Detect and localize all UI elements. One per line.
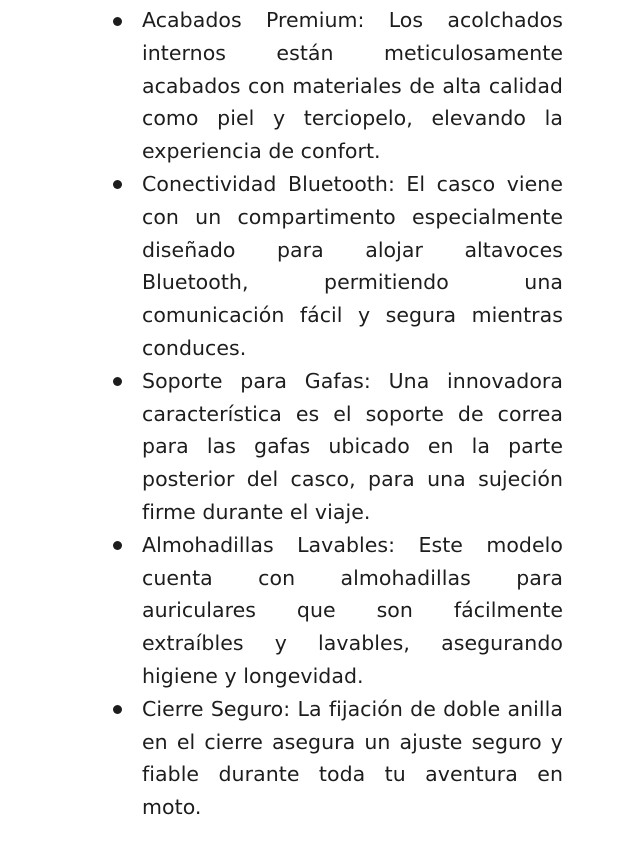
bullet-icon xyxy=(113,541,122,550)
bullet-icon xyxy=(113,705,122,714)
feature-item-almohadillas-lavables xyxy=(0,529,640,693)
feature-text: Almohadillas Lavables: Este modelo cuenta con almohadillas para auriculares que son fácilmente extraíbles y lavables, asegurando higiene y longevidad. xyxy=(142,532,563,688)
feature-list xyxy=(0,4,640,824)
feature-text: Conectividad Bluetooth: El casco viene con un compartimento especialmente diseñado para alojar altavoces Bluetooth, permitiendo una comunicación fácil y segura mientras conduces. xyxy=(142,171,563,360)
document-page xyxy=(0,4,640,824)
bullet-icon xyxy=(113,180,122,189)
feature-item-conectividad-bluetooth xyxy=(0,168,640,365)
feature-item-cierre-seguro xyxy=(0,693,640,824)
feature-text: Acabados Premium: Los acolchados internos están meticulosamente acabados con materiales de alta calidad como piel y terciopelo, elevando la experiencia de confort. xyxy=(142,8,563,164)
feature-text: Cierre Seguro: La fijación de doble anilla en el cierre asegura un ajuste seguro y fiable durante toda tu aventura en moto. xyxy=(142,696,563,820)
bullet-icon xyxy=(113,17,122,26)
feature-text: Soporte para Gafas: Una innovadora característica es el soporte de correa para las gafas ubicado en la parte posterior del casco, para una sujeción firme durante el viaje. xyxy=(142,368,563,524)
bullet-icon xyxy=(113,377,122,386)
feature-item-soporte-gafas xyxy=(0,365,640,529)
feature-item-acabados-premium xyxy=(0,4,640,168)
